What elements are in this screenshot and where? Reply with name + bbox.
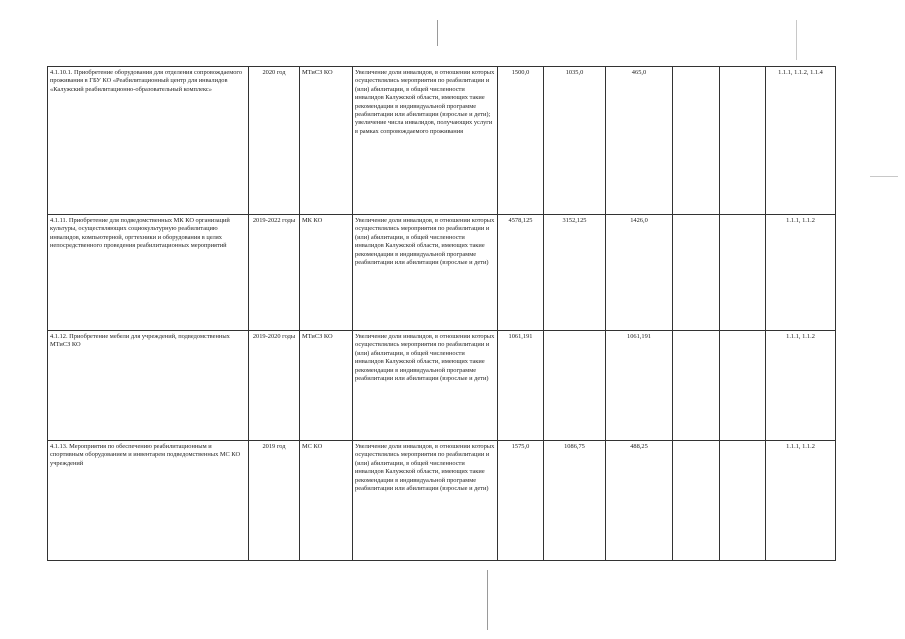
funding-total: 1061,191 xyxy=(498,331,544,441)
scan-artifact-line xyxy=(487,570,488,630)
table-row xyxy=(48,215,836,331)
funding-value xyxy=(673,331,720,441)
scan-artifact-line xyxy=(796,20,797,60)
measure-period: 2019 год xyxy=(249,441,300,561)
funding-value xyxy=(673,215,720,331)
measure-name: 4.1.12. Приобретение мебели для учреждений, подведомственных МТиСЗ КО xyxy=(48,331,249,441)
funding-value xyxy=(720,441,766,561)
funding-value xyxy=(544,331,606,441)
indicator-codes: 1.1.1, 1.1.2 xyxy=(766,215,836,331)
funding-value xyxy=(673,441,720,561)
funding-value xyxy=(720,67,766,215)
program-measures-table xyxy=(47,66,836,561)
funding-value: 465,0 xyxy=(606,67,673,215)
funding-value xyxy=(720,331,766,441)
funding-value: 488,25 xyxy=(606,441,673,561)
measure-executor: МК КО xyxy=(300,215,353,331)
funding-total: 1500,0 xyxy=(498,67,544,215)
measure-name: 4.1.11. Приобретение для подведомственных МК КО организаций культуры, осуществляющих социокультурную реабилитацию инвалидов, компьютерной, оргтехники и оборудования в целях непосредственного проведения реабилитационных мероприятий xyxy=(48,215,249,331)
measure-indicator: Увеличение доли инвалидов, в отношении которых осуществлялись мероприятия по реабилитации и (или) абилитации, в общей численности инвалидов Калужской области, имеющих такие рекомендации в индивидуальной программе реабилитации или абилитации (взрослые и дети) xyxy=(353,441,498,561)
indicator-codes: 1.1.1, 1.1.2 xyxy=(766,331,836,441)
measure-name: 4.1.13. Мероприятия по обеспечению реабилитационным и спортивным оборудованием и инвентарем подведомственных МС КО учреждений xyxy=(48,441,249,561)
table-row xyxy=(48,331,836,441)
measure-executor: МТиСЗ КО xyxy=(300,67,353,215)
funding-value: 1086,75 xyxy=(544,441,606,561)
measure-period: 2019-2022 годы xyxy=(249,215,300,331)
funding-value xyxy=(720,215,766,331)
measure-period: 2020 год xyxy=(249,67,300,215)
table-row xyxy=(48,67,836,215)
measure-indicator: Увеличение доли инвалидов, в отношении которых осуществлялись мероприятия по реабилитации и (или) абилитации, в общей численности инвалидов Калужской области, имеющих такие рекомендации в индивидуальной программе реабилитации или абилитации (взрослые и дети) xyxy=(353,331,498,441)
measure-period: 2019-2020 годы xyxy=(249,331,300,441)
funding-value: 1426,0 xyxy=(606,215,673,331)
funding-value: 1035,0 xyxy=(544,67,606,215)
indicator-codes: 1.1.1, 1.1.2, 1.1.4 xyxy=(766,67,836,215)
indicator-codes: 1.1.1, 1.1.2 xyxy=(766,441,836,561)
measure-executor: МТиСЗ КО xyxy=(300,331,353,441)
measure-indicator: Увеличение доли инвалидов, в отношении которых осуществлялись мероприятия по реабилитации и (или) абилитации, в общей численности инвалидов Калужской области, имеющих такие рекомендации в индивидуальной программе реабилитации или абилитации (взрослые и дети) xyxy=(353,215,498,331)
funding-value: 3152,125 xyxy=(544,215,606,331)
measure-executor: МС КО xyxy=(300,441,353,561)
scan-artifact-line xyxy=(437,20,438,46)
funding-value xyxy=(673,67,720,215)
funding-total: 1575,0 xyxy=(498,441,544,561)
scan-artifact-line xyxy=(870,176,898,177)
measure-indicator: Увеличение доли инвалидов, в отношении которых осуществлялись мероприятия по реабилитации и (или) абилитации, в общей численности инвалидов Калужской области, имеющих такие рекомендации в индивидуальной программе реабилитации или абилитации (взрослые и дети); увеличение числа инвалидов, получающих услуги в рамках сопровождаемого проживания xyxy=(353,67,498,215)
funding-value: 1061,191 xyxy=(606,331,673,441)
measure-name: 4.1.10.1. Приобретение оборудования для отделения сопровождаемого проживания в ГБУ КО «Реабилитационный центр для инвалидов «Калужский реабилитационно-образовательный комплекс» xyxy=(48,67,249,215)
table-row xyxy=(48,441,836,561)
funding-total: 4578,125 xyxy=(498,215,544,331)
